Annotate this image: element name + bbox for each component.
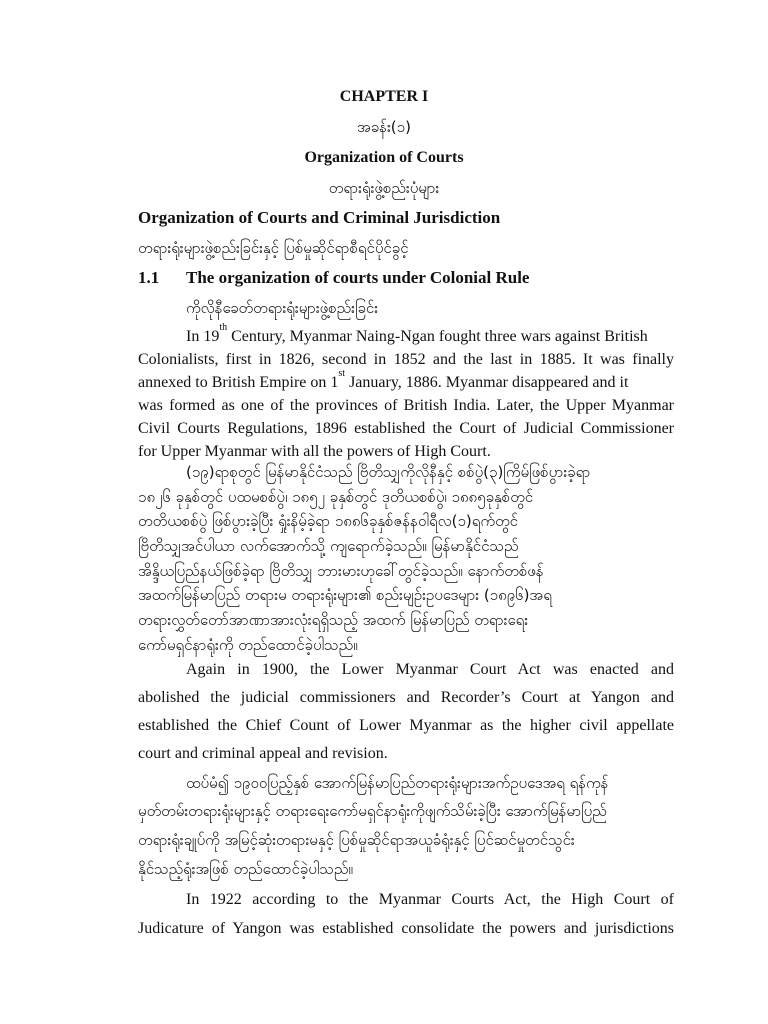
para1-line: [186, 321, 648, 348]
para1-line: was formed as one of the provinces of British India. Later, the Upper Myanmar: [138, 397, 674, 414]
page-title-my: တရားရုံးဖွဲ့စည်းပုံများ: [328, 179, 440, 197]
chapter-heading-my: အခန်း(၁): [357, 118, 411, 136]
subsection-title-my: ကိုလိုနီခေတ်တရားရုံးများဖွဲ့စည်းခြင်း: [186, 299, 379, 317]
subsection-number: 1.1: [138, 268, 160, 287]
ordinal-suffix: th: [219, 321, 228, 333]
para1-text: In 19: [186, 328, 220, 345]
para2-my-line: နိုင်သည့်ရုံးအဖြစ် တည်ထောင်ခဲ့ပါသည်။: [138, 860, 353, 878]
para3-line: In 1922 according to the Myanmar Courts Act, the High Court of: [186, 891, 674, 908]
subsection-title: The organization of courts under Colonial Rule: [186, 268, 530, 287]
para3-line: Judicature of Yangon was established consolidate the powers and jurisdictions: [138, 920, 674, 937]
para2-line: court and criminal appeal and revision.: [138, 745, 388, 762]
para1-my-line: အထက်မြန်မာပြည် တရားမ တရားရုံးများ၏ စည်းမျဉ်းဥပဒေများ (၁၈၉၆)အရ: [138, 586, 552, 604]
para1-my-line: ၁၈၂၆ ခုနှစ်တွင် ပထမစစ်ပွဲ၊ ၁၈၅၂ ခုနှစ်တွင် ဒုတိယစစ်ပွဲ၊ ၁၈၈၅ခုနှစ်တွင်: [138, 488, 534, 506]
para1-text: January, 1886. Myanmar disappeared and it: [345, 374, 629, 391]
para1-text: annexed to British Empire on 1: [138, 374, 339, 391]
para1-my-line: အိန္ဒိယပြည်နယ်ဖြစ်ခဲ့ရာ ဗြိတိသျှ ဘားမားဟုခေါ်တွင်ခဲ့သည်။ နောက်တစ်ဖန်: [138, 562, 544, 580]
chapter-heading: CHAPTER I: [339, 88, 429, 105]
para1-my-line: ဗြိတိသျှအင်ပါယာ လက်အောက်သို့ ကျရောက်ခဲ့သည်။ မြန်မာနိုင်ငံသည်: [138, 537, 519, 555]
para1-line: [138, 367, 629, 394]
para2-line: established the Chief Count of Lower Myanmar as the higher civil appellate: [138, 717, 674, 734]
para1-my-line: တရားလွှတ်တော်အာဏာအားလုံးရရှိသည့် အထက် မြန်မာပြည် တရားရေး: [138, 611, 529, 629]
para1-my-line: ကော်မရှင်နာရုံးကို တည်ထောင်ခဲ့ပါသည်။: [138, 636, 358, 654]
para1-line: Colonialists, first in 1826, second in 1852 and the last in 1885. It was finally: [138, 351, 674, 368]
para2-line: abolished the judicial commissioners and Recorder’s Court at Yangon and: [138, 689, 674, 706]
ordinal-suffix: st: [338, 367, 346, 379]
para2-my-line: ထပ်မံ၍ ၁၉၀၀ပြည့်နှစ် အောက်မြန်မာပြည်တရားရုံးများအက်ဥပဒေအရ ရန်ကုန်: [186, 774, 609, 792]
para1-line: for Upper Myanmar with all the powers of High Court.: [138, 443, 491, 460]
para1-my-line: တတိယစစ်ပွဲ ဖြစ်ပွားခဲ့ပြီး ရှုံးနိမ့်ခဲ့ရာ ၁၈၈၆ခုနှစ်ဇန်နဝါရီလ(၁)ရက်တွင်: [138, 512, 518, 530]
section-heading-my: တရားရုံးများဖွဲ့စည်းခြင်းနှင့် ပြစ်မှုဆိုင်ရာစီရင်ပိုင်ခွင့်: [138, 239, 409, 257]
para2-line: Again in 1900, the Lower Myanmar Court Act was enacted and: [186, 661, 674, 678]
page-title: Organization of Courts: [304, 149, 464, 166]
para1-text: Century, Myanmar Naing-Ngan fought three wars against British: [227, 328, 648, 345]
para1-my-line: (၁၉)ရာစုတွင် မြန်မာနိုင်ငံသည် ဗြိတိသျှကိုလိုနီနှင့် စစ်ပွဲ(၃)ကြိမ်ဖြစ်ပွားခဲ့ရာ: [186, 463, 591, 481]
para1-line: Civil Courts Regulations, 1896 established the Court of Judicial Commissioner: [138, 420, 674, 437]
section-heading: Organization of Courts and Criminal Jurisdiction: [138, 208, 501, 227]
para2-my-line: မှတ်တမ်းတရားရုံးများနှင့် တရားရေးကော်မရှင်နာရုံးကိုဖျက်သိမ်းခဲ့ပြီး အောက်မြန်မာပြည်: [138, 802, 607, 820]
para2-my-line: တရားရုံးချုပ်ကို အမြင့်ဆုံးတရားမနှင့် ပြစ်မှုဆိုင်ရာအယူခံရုံးနှင့် ပြင်ဆင်မှုတင်သွင်း: [138, 831, 575, 849]
